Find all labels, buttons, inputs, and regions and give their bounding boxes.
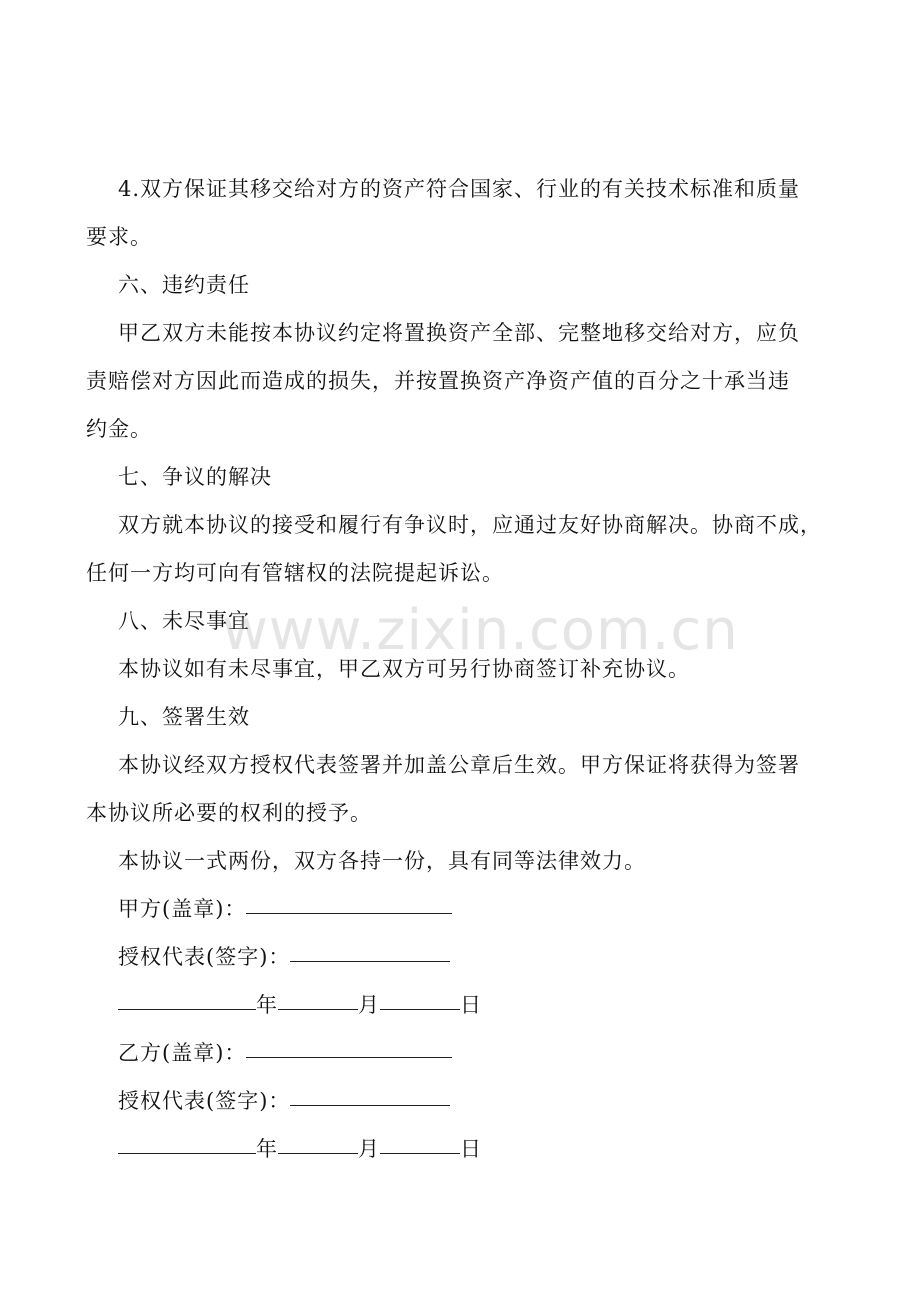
party-a-rep-field[interactable]: [290, 960, 450, 962]
day-label: 日: [460, 993, 482, 1017]
paragraph-effect-line1: 本协议经双方授权代表签署并加盖公章后生效。甲方保证将获得为签署: [118, 753, 800, 777]
party-b-seal-field[interactable]: [246, 1056, 452, 1058]
party-b-rep-label: 授权代表(签字)：: [118, 1089, 291, 1113]
section-heading-effect: 九、签署生效: [118, 705, 250, 729]
party-a-seal-field[interactable]: [246, 912, 452, 914]
party-b-day-field[interactable]: [380, 1152, 460, 1154]
paragraph-dispute-line2: 任何一方均可向有管辖权的法院提起诉讼。: [86, 561, 504, 585]
section-heading-matters: 八、未尽事宜: [118, 609, 250, 633]
party-a-date-row: [86, 981, 836, 1029]
party-b-date-row: [86, 1125, 836, 1173]
watermark-text: www.zixin.com.cn: [222, 598, 739, 663]
party-b-rep-field[interactable]: [290, 1104, 450, 1106]
party-a-seal-label: 甲方(盖章)：: [118, 897, 247, 921]
party-a-day-field[interactable]: [380, 1008, 460, 1010]
paragraph-liability-line2: 责赔偿对方因此而造成的损失，并按置换资产净资产值的百分之十承当违: [86, 369, 790, 393]
party-b-rep-row: [86, 1077, 836, 1125]
year-label: 年: [256, 993, 278, 1017]
party-a-rep-label: 授权代表(签字)：: [118, 945, 291, 969]
month-label: 月: [358, 1137, 380, 1161]
section-heading-liability: 六、违约责任: [118, 273, 250, 297]
month-label: 月: [358, 993, 380, 1017]
year-label: 年: [256, 1137, 278, 1161]
party-b-seal-label: 乙方(盖章)：: [118, 1041, 247, 1065]
party-a-seal-row: [86, 885, 836, 933]
party-b-month-field[interactable]: [278, 1152, 358, 1154]
paragraph-copies-line1: 本协议一式两份，双方各持一份，具有同等法律效力。: [118, 849, 646, 873]
paragraph-liability-line3: 约金。: [86, 417, 152, 441]
party-b-seal-row: [86, 1029, 836, 1077]
paragraph-liability-line1: 甲乙双方未能按本协议约定将置换资产全部、完整地移交给对方，应负: [118, 321, 800, 345]
paragraph-effect-line2: 本协议所必要的权利的授予。: [86, 801, 372, 825]
paragraph-dispute-line1: 双方就本协议的接受和履行有争议时，应通过友好协商解决。协商不成，: [118, 513, 822, 537]
paragraph-quality-line2: 要求。: [86, 225, 152, 249]
day-label: 日: [460, 1137, 482, 1161]
party-a-rep-row: [86, 933, 836, 981]
section-heading-dispute: 七、争议的解决: [118, 465, 272, 489]
party-a-month-field[interactable]: [278, 1008, 358, 1010]
party-b-year-field[interactable]: [118, 1152, 256, 1154]
paragraph-matters-line1: 本协议如有未尽事宜，甲乙双方可另行协商签订补充协议。: [118, 657, 690, 681]
party-a-year-field[interactable]: [118, 1008, 256, 1010]
document-body: [86, 165, 836, 1173]
paragraph-quality-line1: 4.双方保证其移交给对方的资产符合国家、行业的有关技术标准和质量: [118, 177, 801, 201]
